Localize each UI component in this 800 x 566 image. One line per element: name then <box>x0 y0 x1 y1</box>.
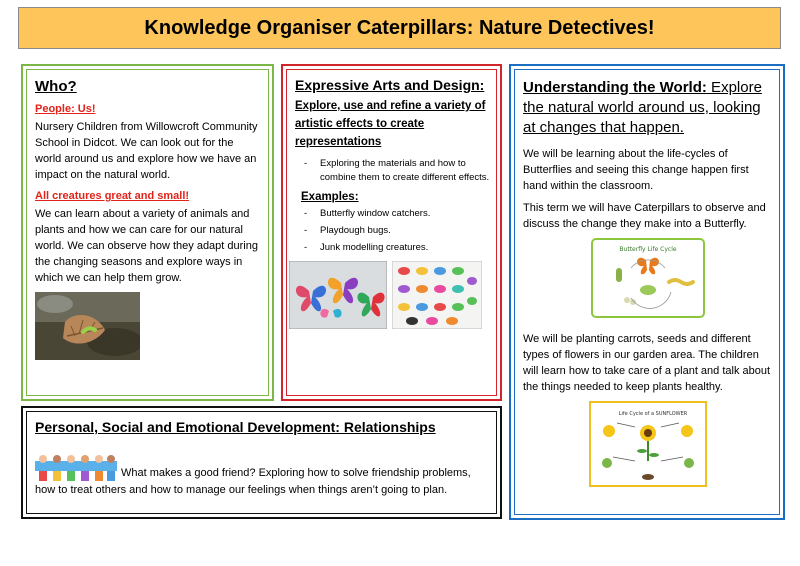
psed-text: What makes a good friend? Exploring how to solve friendship problems, how to treat others and how to manage our feelings when things aren’t going to plan. <box>35 467 471 496</box>
psed-heading: Personal, Social and Emotional Development: Relationships <box>35 419 436 435</box>
title-banner <box>18 7 781 49</box>
ead-example: - Butterfly window catchers. <box>304 207 490 221</box>
ead-point: - Exploring the materials and how to combine them to create different effects. <box>304 157 490 185</box>
caterpillar-leaf-photo <box>35 292 140 360</box>
lifecycle-caption: Butterfly Life Cycle <box>619 246 677 253</box>
utw-text-lifecycle: We will be learning about the life-cycles of Butterflies and seeing this change happen first hand within the classroom. <box>523 148 749 192</box>
psed-panel <box>21 406 502 519</box>
ead-heading: Expressive Arts and Design: <box>295 77 485 93</box>
sunflower-lifecycle-image <box>589 401 707 487</box>
who-text-people: Nursery Children from Willowcroft Community School in Didcot. We can look out for the world around us and explore how we have an impact on the natural world. <box>35 121 258 181</box>
ead-points-list <box>295 157 490 185</box>
utw-heading-bold: Understanding the World: <box>523 79 707 96</box>
page-title: Knowledge Organiser Caterpillars: Nature Detectives! <box>144 16 655 39</box>
butterfly-window-catchers-photo <box>289 261 387 329</box>
utw-heading <box>523 78 773 138</box>
ead-examples-list <box>295 207 490 255</box>
utw-text-caterpillars: This term we will have Caterpillars to observe and discuss the change they make into a Butterfly. <box>523 202 766 230</box>
ead-example: - Playdough bugs. <box>304 224 490 238</box>
ead-subheading: Explore, use and refine a variety of artistic effects to create representations <box>295 100 486 148</box>
utw-heading-rest: Explore the natural world around us, looking at changes that happen. <box>523 79 762 136</box>
sunflower-caption: Life Cycle of a SUNFLOWER <box>618 411 688 417</box>
playdough-bugs-photo <box>392 261 482 329</box>
who-heading: Who? <box>35 78 77 95</box>
who-text-creatures: We can learn about a variety of animals and plants and how we can care for our natural world. We can observe how they adapt during the changing seasons and explore ways in which we can help them grow. <box>35 208 258 284</box>
friendship-children-image <box>35 451 117 483</box>
who-subheading-creatures: All creatures great and small! <box>35 190 190 202</box>
who-panel <box>21 64 274 401</box>
expressive-arts-panel <box>281 64 502 401</box>
utw-text-planting: We will be planting carrots, seeds and different types of flowers in our garden area. The children will learn how to take care of a plant and talk about the things needed to keep plants healthy. <box>523 333 771 393</box>
who-subheading-people: People: Us! <box>35 103 96 115</box>
understanding-world-panel <box>509 64 785 520</box>
ead-example: - Junk modelling creatures. <box>304 241 490 255</box>
ead-examples-heading: Examples: <box>301 191 359 203</box>
butterfly-lifecycle-image <box>591 238 705 318</box>
